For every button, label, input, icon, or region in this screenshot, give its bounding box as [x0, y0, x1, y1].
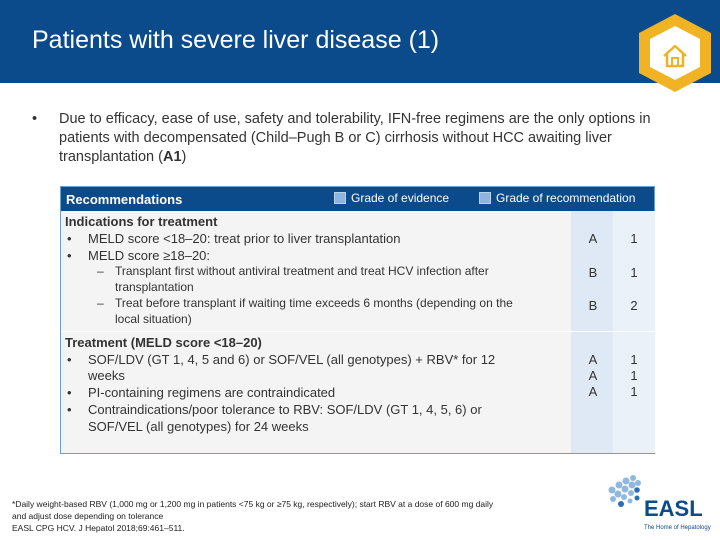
- evidence-grade: A: [588, 368, 598, 383]
- footnote-line: and adjust dose depending on tolerance: [12, 511, 164, 521]
- evidence-column: [571, 211, 613, 453]
- dash: –: [97, 296, 104, 310]
- section-heading-indications: Indications for treatment: [65, 214, 218, 229]
- recommendation-grade: 1: [630, 265, 638, 280]
- dash: –: [97, 264, 104, 278]
- logo-text: EASL: [644, 496, 703, 521]
- bullet: •: [67, 385, 72, 400]
- recommendation-grade: 1: [630, 352, 638, 367]
- bullet: •: [67, 352, 72, 367]
- evidence-grade: B: [588, 265, 598, 280]
- list-item: SOF/VEL (all genotypes) for 24 weeks: [88, 419, 309, 434]
- sub-item-line: transplantation: [115, 280, 194, 294]
- sub-item-line: Transplant first without antiviral treatment and treat HCV infection after: [115, 264, 489, 278]
- recommendation-grade: 1: [630, 368, 638, 383]
- title-bar: [0, 0, 720, 83]
- page-title: Patients with severe liver disease (1): [32, 26, 440, 54]
- list-item: PI-containing regimens are contraindicated: [88, 385, 336, 400]
- evidence-grade: A: [588, 231, 598, 246]
- section-heading-treatment: Treatment (MELD score <18–20): [65, 335, 262, 350]
- list-item: Contraindications/poor tolerance to RBV: SOF/LDV (GT 1, 4, 5, 6) or: [88, 402, 482, 417]
- easl-logo: [604, 474, 714, 534]
- evidence-code: A1: [162, 149, 182, 165]
- recommendation-grade: 1: [630, 231, 638, 246]
- bullet: •: [67, 402, 72, 417]
- intro-text: Due to efficacy, ease of use, safety and tolerability, IFN-free regimens are the only options in patients with decompensated (Child–Pugh B or C) cirrhosis without HCC awaiting liver transplantation (A1): [59, 111, 651, 165]
- recommendation-legend-label: Grade of recommendation: [496, 191, 636, 205]
- recommendations-table: [60, 186, 655, 454]
- list-item: MELD score <18–20: treat prior to liver transplantation: [88, 231, 401, 246]
- list-item: MELD score ≥18–20:: [88, 248, 211, 263]
- evidence-grade: B: [588, 298, 598, 313]
- intro-paragraph: [32, 110, 662, 167]
- bullet: •: [67, 231, 72, 246]
- evidence-grade: A: [588, 352, 598, 367]
- evidence-legend-label: Grade of evidence: [351, 191, 450, 205]
- home-icon[interactable]: [636, 12, 714, 94]
- evidence-grade: A: [588, 384, 598, 399]
- recommendation-legend-swatch: [479, 192, 491, 204]
- table-header: [61, 187, 654, 211]
- recommendation-grade: 1: [630, 384, 638, 399]
- list-item: SOF/LDV (GT 1, 4, 5 and 6) or SOF/VEL (all genotypes) + RBV* for 12: [88, 352, 496, 367]
- citation: EASL CPG HCV. J Hepatol 2018;69:461–511.: [12, 523, 185, 533]
- evidence-legend-swatch: [334, 192, 346, 204]
- recommendations-label: Recommendations: [66, 192, 183, 207]
- bullet: •: [32, 111, 38, 127]
- sub-item-line: local situation): [115, 312, 192, 326]
- footnote: [12, 498, 597, 534]
- footnote-line: *Daily weight-based RBV (1,000 mg or 1,200 mg in patients <75 kg or ≥75 kg, respectively); start RBV at a dose of 600 mg daily: [12, 499, 494, 509]
- recommendation-grade: 2: [630, 298, 638, 313]
- list-item: weeks: [88, 368, 125, 383]
- section-divider: [61, 331, 655, 332]
- sub-item-line: Treat before transplant if waiting time exceeds 6 months (depending on the: [115, 296, 513, 310]
- recommendation-column: [613, 211, 655, 453]
- logo-tagline: The Home of Hepatology: [644, 525, 711, 531]
- bullet: •: [67, 248, 72, 263]
